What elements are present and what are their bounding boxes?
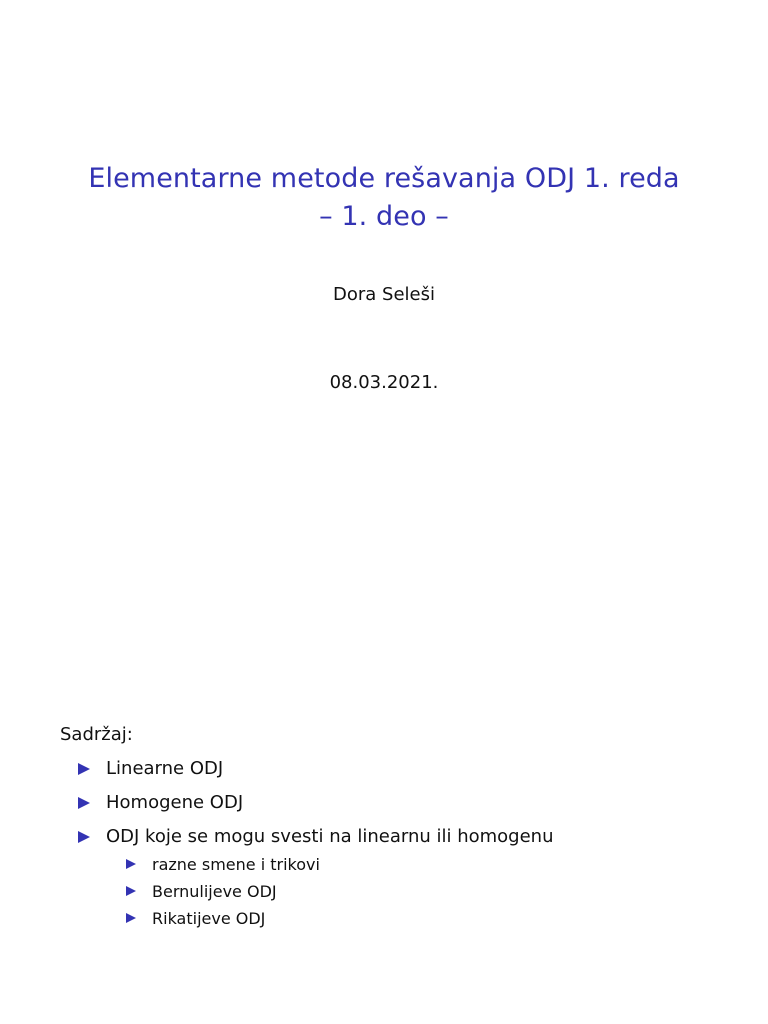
contents-item-homogene <box>60 790 740 816</box>
contents-item-linearne <box>60 756 740 782</box>
contents-heading: Sadržaj: <box>60 724 133 745</box>
slide-title <box>0 160 768 236</box>
title-line-2: – 1. deo – <box>319 201 449 232</box>
contents-subitem-rikatijeve <box>60 906 740 931</box>
triangle-bullet-icon <box>78 763 90 775</box>
contents-item-label: ODJ koje se mogu svesti na linearnu ili homogenu <box>106 826 554 847</box>
table-of-contents <box>60 722 740 933</box>
triangle-bullet-icon <box>126 886 136 896</box>
triangle-bullet-icon <box>126 913 136 923</box>
contents-subitem-label: razne smene i trikovi <box>152 855 320 874</box>
contents-subitem-label: Rikatijeve ODJ <box>152 909 266 928</box>
presentation-date: 08.03.2021. <box>329 372 439 393</box>
contents-sublist <box>60 852 740 931</box>
title-line-1: Elementarne metode rešavanja ODJ 1. reda <box>88 163 680 194</box>
contents-item-label: Linearne ODJ <box>106 758 224 779</box>
triangle-bullet-icon <box>78 797 90 809</box>
triangle-bullet-icon <box>78 831 90 843</box>
contents-subitem-smene <box>60 852 740 877</box>
contents-list <box>60 756 740 850</box>
contents-item-svodjenje <box>60 824 740 850</box>
contents-subitem-label: Bernulijeve ODJ <box>152 882 277 901</box>
contents-subitem-bernulijeve <box>60 879 740 904</box>
author-name: Dora Seleši <box>333 284 435 305</box>
triangle-bullet-icon <box>126 859 136 869</box>
contents-item-label: Homogene ODJ <box>106 792 244 813</box>
